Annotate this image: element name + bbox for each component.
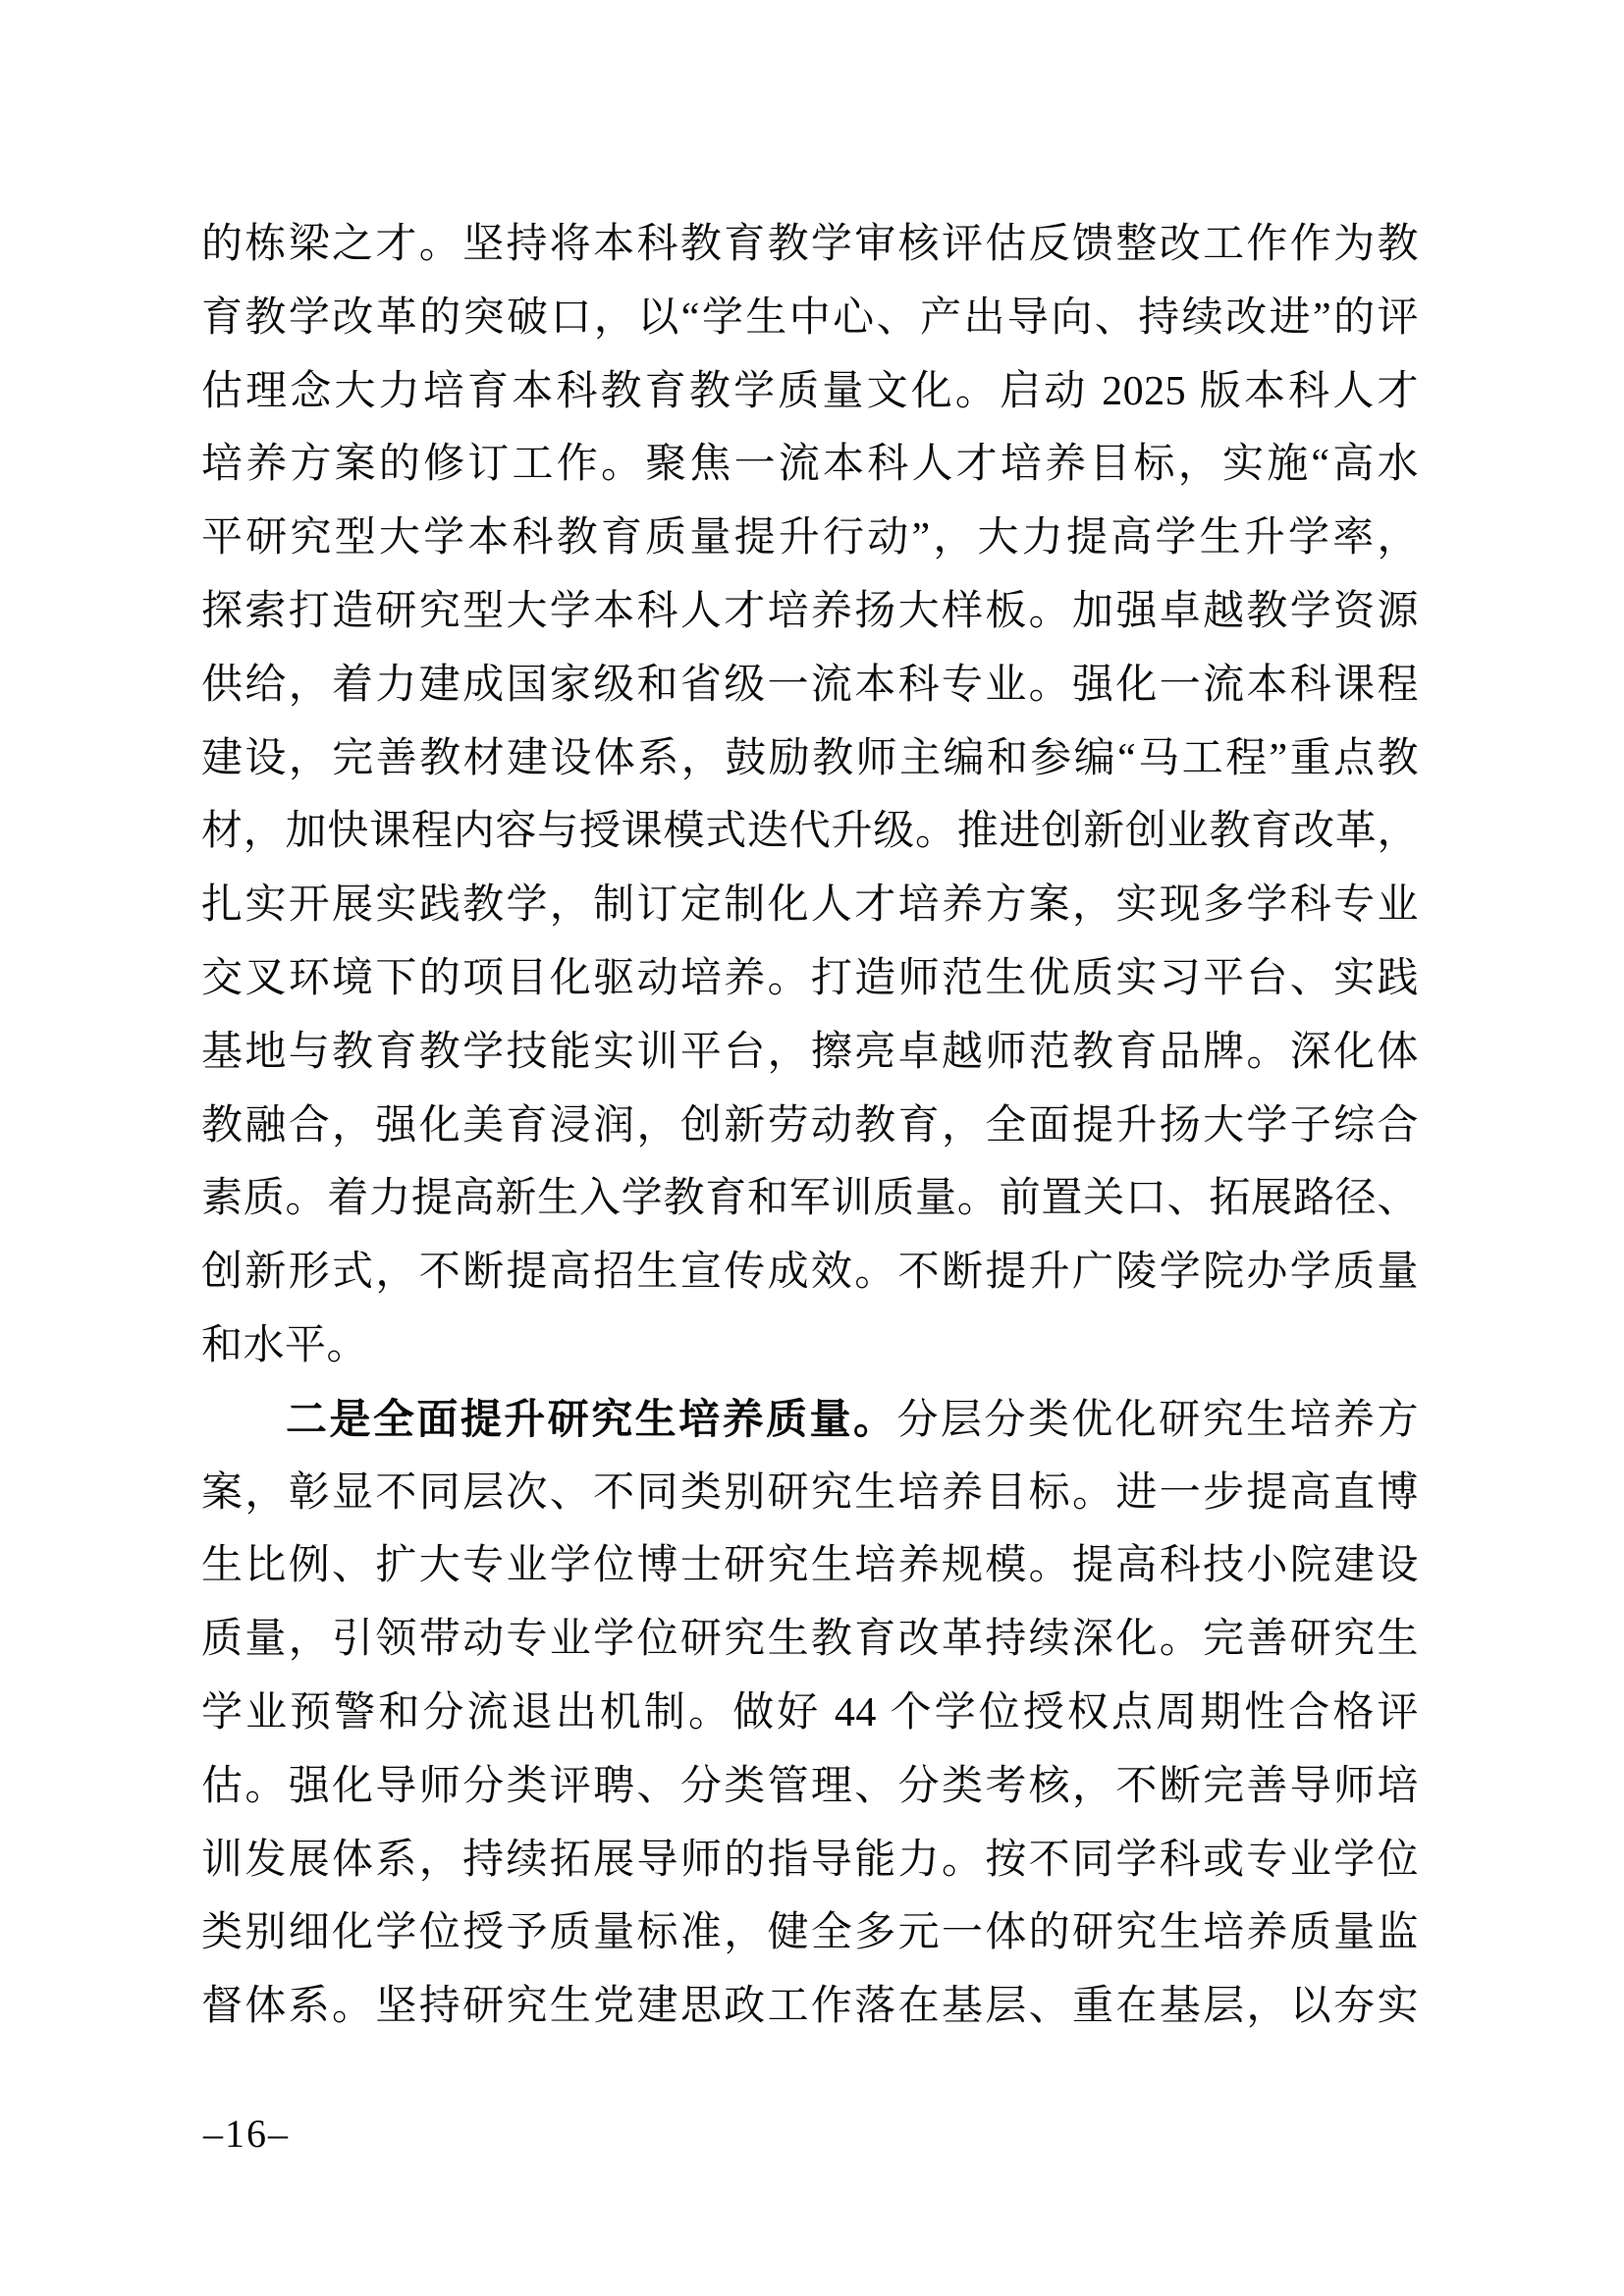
text-line: 生比例、扩大专业学位博士研究生培养规模。提高科技小院建设 [201, 1543, 1419, 1589]
text-line: 估理念大力培育本科教育教学质量文化。启动 2025 版本科人才 [201, 368, 1419, 414]
text-line: 交叉环境下的项目化驱动培养。打造师范生优质实习平台、实践 [201, 955, 1419, 1001]
text-line: 学业预警和分流退出机制。做好 44 个学位授权点周期性合格评 [201, 1689, 1419, 1735]
page-number: –16– [203, 2111, 290, 2156]
text-line: 材，加快课程内容与授课模式迭代升级。推进创新创业教育改革， [201, 809, 1419, 855]
text-line: 建设，完善教材建设体系，鼓励教师主编和参编“马工程”重点教 [201, 735, 1419, 781]
text-line [201, 1383, 1419, 1457]
text-line: 创新形式，不断提高招生宣传成效。不断提升广陵学院办学质量 [201, 1250, 1419, 1296]
text-line: 案，彰显不同层次、不同类别研究生培养目标。进一步提高直博 [201, 1469, 1419, 1516]
text-line: 的栋梁之才。坚持将本科教育教学审核评估反馈整改工作作为教 [201, 222, 1419, 267]
text-line: 培养方案的修订工作。聚焦一流本科人才培养目标，实施“高水 [201, 442, 1419, 488]
text-line: 探索打造研究型大学本科人才培养扬大样板。加强卓越教学资源 [201, 588, 1419, 634]
text-line: 供给，着力建成国家级和省级一流本科专业。强化一流本科课程 [201, 662, 1419, 708]
text-line: 估。强化导师分类评聘、分类管理、分类考核，不断完善导师培 [201, 1763, 1419, 1809]
text-line: 育教学改革的突破口，以“学生中心、产出导向、持续改进”的评 [201, 294, 1419, 341]
paragraph-lead-bold: 二是全面提升研究生培养质量。 [286, 1395, 897, 1442]
text-line: 教融合，强化美育浸润，创新劳动教育，全面提升扬大学子综合 [201, 1102, 1419, 1148]
text-line: 督体系。坚持研究生党建思政工作落在基层、重在基层，以夯实 [201, 1984, 1419, 2030]
paragraph-lead-rest: 分层分类优化研究生培养方 [896, 1397, 1419, 1443]
text-line: 素质。着力提高新生入学教育和军训质量。前置关口、拓展路径、 [201, 1176, 1419, 1222]
body-text [201, 208, 1419, 2044]
text-line: 扎实开展实践教学，制订定制化人才培养方案，实现多学科专业 [201, 882, 1419, 929]
text-line: 训发展体系，持续拓展导师的指导能力。按不同学科或专业学位 [201, 1837, 1419, 1883]
text-line: 质量，引领带动专业学位研究生教育改革持续深化。完善研究生 [201, 1617, 1419, 1663]
text-line: 类别细化学位授予质量标准，健全多元一体的研究生培养质量监 [201, 1910, 1419, 1956]
text-line: 和水平。 [201, 1322, 369, 1368]
text-line: 基地与教育教学技能实训平台，擦亮卓越师范教育品牌。深化体 [201, 1029, 1419, 1075]
text-line: 平研究型大学本科教育质量提升行动”，大力提高学生升学率， [201, 515, 1419, 561]
